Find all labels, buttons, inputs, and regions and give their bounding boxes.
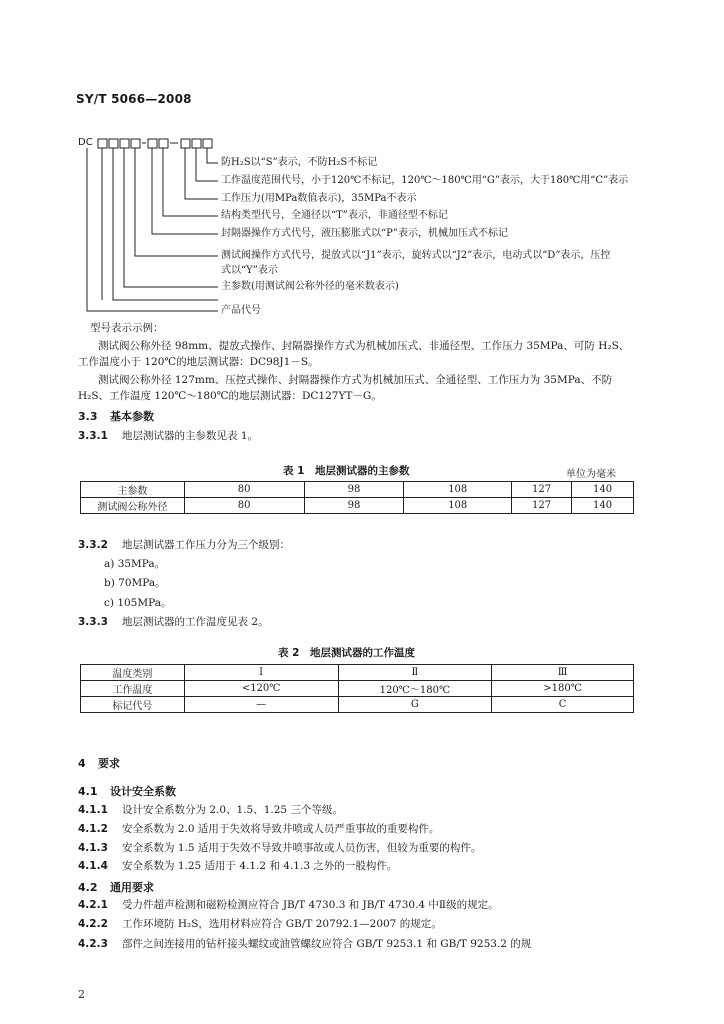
standard-code-header: SY/T 5066—2008 [76,92,192,106]
clause-4-2-2 [78,918,442,930]
label-pressure: 工作压力(用MPa数值表示)，35MPa不表示 [221,193,417,204]
page-number: 2 [78,988,85,1001]
clause-number: 4.1.1 [78,804,108,816]
clause-4-2-1 [78,899,499,911]
clause-3-3-3 [78,616,269,628]
label-temperature: 工作温度范围代号，小于120℃不标记，120℃～180℃用“G”表示，大于180℃用“C”表示 [221,175,629,186]
model-prefix: DC [78,137,93,148]
table-2 [80,664,634,713]
table-cell: <120℃ [184,681,338,697]
clause-number: 4.1.4 [78,860,108,872]
table-1-unit: 单位为毫米 [566,469,616,480]
table-row [81,681,634,697]
table-cell: 140 [572,482,634,498]
label-valve-2: 式以“Y”表示 [221,265,278,276]
code-box-5 [148,139,157,148]
clause-4-2-3 [78,938,531,950]
table-cell: 测试阀公称外径 [81,498,185,514]
section-4-heading [78,755,120,771]
table-cell: Ⅰ [184,665,338,681]
table-cell: 工作温度 [81,681,185,697]
clause-4-1-3 [78,842,481,854]
code-box-4 [131,139,140,148]
label-structure: 结构类型代号，全通径以“T”表示，非通径型不标记 [221,210,448,221]
table-cell: 120℃～180℃ [338,681,492,697]
section-title: 通用要求 [110,881,154,894]
clause-number: 4.2.1 [78,899,108,911]
table-cell: 温度类别 [81,665,185,681]
section-number: 3.3 [78,410,98,423]
clause-text: 受力件超声检测和磁粉检测应符合 JB/T 4730.3 和 JB/T 4730.4 中Ⅱ级的规定。 [122,899,499,911]
clause-4-1-4 [78,860,397,872]
section-number: 4 [78,757,86,770]
table-cell: 98 [304,482,404,498]
section-4-1-heading [78,783,176,799]
table-cell: 80 [184,498,304,514]
code-box-2 [109,139,118,148]
clause-number: 4.2.2 [78,918,108,930]
clause-3-3-1 [78,430,258,442]
clause-text: 地层测试器的主参数见表 1。 [122,430,259,442]
label-product-code: 产品代号 [221,305,261,316]
table-cell: 108 [404,482,512,498]
table-row [81,697,634,713]
table-cell: >180℃ [492,681,634,697]
clause-number: 4.1.2 [78,823,108,835]
table-cell: 主参数 [81,482,185,498]
table-2-caption: 表 2 地层测试器的工作温度 [278,647,415,659]
label-packer: 封隔器操作方式代号，液压膨胀式以“P”表示，机械加压式不标记 [221,228,508,239]
table-1 [80,481,634,514]
example-2-line-1: 测试阀公称外径 127mm、压控式操作、封隔器操作方式为机械加压式、全通径型、工作压力为 35MPa、不防 [98,374,613,386]
table-cell: G [338,697,492,713]
table-cell: Ⅲ [492,665,634,681]
example-1-line-2: 工作温度小于 120℃的地层测试器：DC98J1－S。 [78,356,319,368]
table-cell: — [184,697,338,713]
table-row [81,482,634,498]
table-cell: 140 [572,498,634,514]
label-main-param: 主参数(用测试阀公称外径的毫米数表示) [221,281,399,292]
section-number: 4.1 [78,785,98,798]
code-box-6 [159,139,168,148]
clause-text: 安全系数为 1.5 适用于失效不导致井喷事故或人员伤害，但较为重要的构件。 [122,842,482,854]
table-1-caption: 表 1 地层测试器的主参数 [283,465,410,477]
clause-number: 4.1.3 [78,842,108,854]
section-number: 4.2 [78,881,98,894]
clause-4-1-2 [78,823,439,835]
label-h2s: 防H₂S以“S”表示，不防H₂S不标记 [221,157,378,168]
clause-text: 工作环境防 H₂S，选用材料应符合 GB/T 20792.1—2007 的规定。 [122,918,442,930]
clause-number: 4.2.3 [78,938,108,950]
table-cell: C [492,697,634,713]
section-title: 基本参数 [110,410,154,423]
example-2-line-2: H₂S、工作温度 120℃～180℃的地层测试器：DC127YT－G。 [78,390,382,402]
list-item: b) 70MPa。 [104,577,166,589]
list-item: c) 105MPa。 [104,597,172,609]
code-box-3 [120,139,129,148]
code-box-8 [192,139,201,148]
clause-number: 3.3.1 [78,430,108,442]
clause-text: 安全系数为 2.0 适用于失效将导致井喷或人员严重事故的重要构件。 [122,823,440,835]
clause-4-1-1 [78,804,343,816]
examples-heading: 型号表示示例： [90,322,164,334]
table-row [81,498,634,514]
table-row [81,665,634,681]
table-cell: 127 [512,498,572,514]
code-box-1 [98,139,107,148]
code-box-7 [181,139,190,148]
clause-text: 安全系数为 1.25 适用于 4.1.2 和 4.1.3 之外的一般构件。 [122,860,398,872]
clause-3-3-2 [78,539,290,551]
list-item: a) 35MPa。 [104,558,166,570]
example-1-line-1: 测试阀公称外径 98mm、提放式操作、封隔器操作方式为机械加压式、非通径型、工作压力 35MPa、可防 H₂S、 [98,340,630,352]
code-box-9 [203,139,212,148]
table-cell: 108 [404,498,512,514]
section-3-3-heading [78,408,154,424]
clause-text: 部件之间连接用的钻杆接头螺纹或油管螺纹应符合 GB/T 9253.1 和 GB/T 9253.2 的规 [122,938,532,950]
table-cell: 80 [184,482,304,498]
table-cell: Ⅱ [338,665,492,681]
clause-number: 3.3.2 [78,539,108,551]
table-cell: 标记代号 [81,697,185,713]
clause-text: 地层测试器工作压力分为三个级别： [122,539,290,551]
section-4-2-heading [78,879,154,895]
clause-text: 设计安全系数分为 2.0、1.5、1.25 三个等级。 [122,804,343,816]
section-title: 设计安全系数 [110,785,176,798]
table-cell: 127 [512,482,572,498]
table-cell: 98 [304,498,404,514]
section-title: 要求 [98,757,120,770]
clause-number: 3.3.3 [78,616,108,628]
label-valve-1: 测试阀操作方式代号，提放式以“J1”表示，旋转式以“J2”表示，电动式以“D”表示，压控 [221,250,611,261]
clause-text: 地层测试器的工作温度见表 2。 [122,616,269,628]
